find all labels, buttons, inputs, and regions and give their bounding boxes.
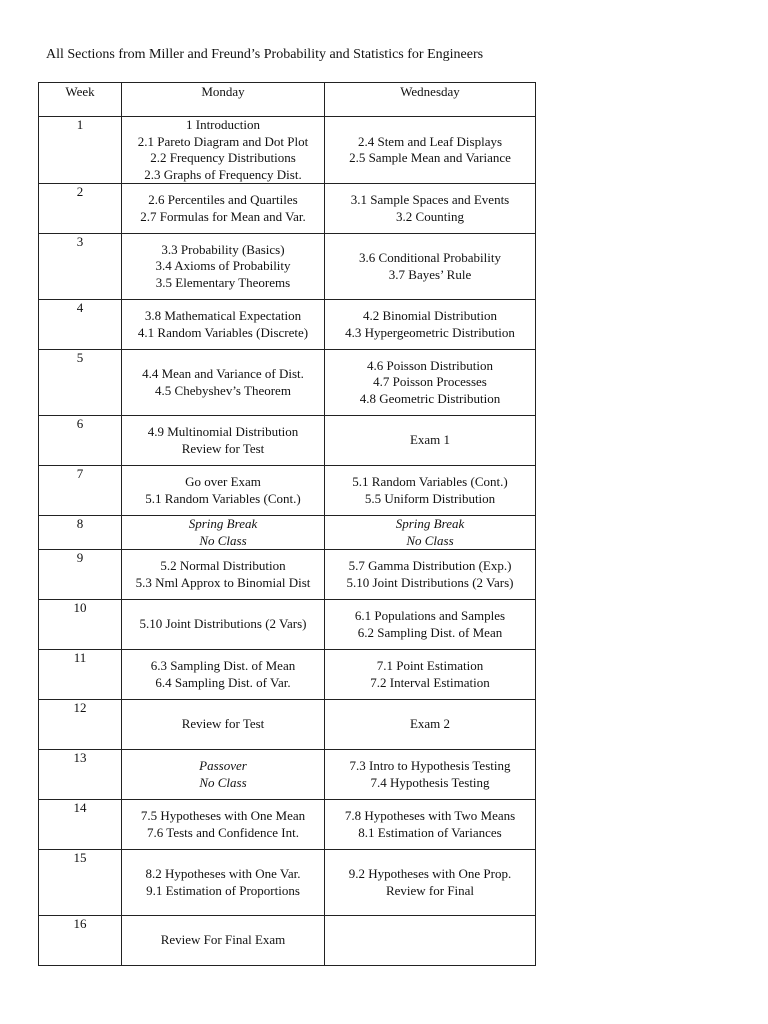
topic-line: 4.4 Mean and Variance of Dist. [142,366,304,381]
monday-cell [122,184,325,234]
table-row [39,516,536,550]
header-week: Week [39,83,122,117]
topic-line: Exam 2 [409,716,451,732]
monday-cell [122,600,325,650]
topic-line: 3.3 Probability (Basics) [161,241,285,257]
topic-line: 7.2 Interval Estimation [370,674,490,690]
table-row [39,117,536,184]
wednesday-cell [325,916,536,966]
topic-line: 3.4 Axioms of Probability [155,258,291,274]
week-cell: 14 [39,800,122,850]
topic-line: 7.8 Hypotheses with Two Means [344,808,516,823]
topic-line: 2.5 Sample Mean and Variance [349,150,511,165]
table-row [39,600,536,650]
topic-line: 8.1 Estimation of Variances [358,824,502,840]
monday-cell [122,916,325,966]
topic-line: 8.2 Hypotheses with One Var. [145,866,301,881]
week-cell: 9 [39,550,122,600]
wednesday-cell [325,300,536,350]
monday-cell [122,750,325,800]
topic-line: 6.3 Sampling Dist. of Mean [150,658,296,673]
table-row [39,650,536,700]
monday-cell [122,350,325,416]
topic-line: 7.1 Point Estimation [376,658,484,673]
wednesday-cell [325,117,536,184]
schedule-body [39,117,536,966]
wednesday-cell [325,184,536,234]
week-cell: 12 [39,700,122,750]
table-row [39,700,536,750]
week-cell: 4 [39,300,122,350]
week-cell: 5 [39,350,122,416]
topic-line: 4.6 Poisson Distribution [366,357,494,373]
header-wednesday: Wednesday [325,83,536,117]
topic-line: Exam 1 [409,432,451,448]
topic-line: 9.1 Estimation of Proportions [146,882,300,898]
table-row [39,800,536,850]
topic-line: 1 Introduction [185,117,260,132]
table-row [39,850,536,916]
monday-cell [122,416,325,466]
monday-cell [122,850,325,916]
topic-line: 2.1 Pareto Diagram and Dot Plot [137,133,309,149]
wednesday-cell [325,416,536,466]
header-monday: Monday [122,83,325,117]
topic-line: No Class [199,774,247,790]
topic-line: 3.7 Bayes’ Rule [388,266,472,282]
topic-line: 5.5 Uniform Distribution [364,490,496,506]
topic-line: 5.1 Random Variables (Cont.) [352,474,508,489]
topic-line: No Class [199,532,247,548]
topic-line: 4.7 Poisson Processes [373,374,487,390]
topic-line: Spring Break [188,516,258,531]
topic-line: 5.3 Nml Approx to Binomial Dist [135,574,311,590]
wednesday-cell [325,600,536,650]
wednesday-cell [325,466,536,516]
page-title: All Sections from Miller and Freund’s Probability and Statistics for Engineers [46,47,484,62]
table-row [39,916,536,966]
monday-cell [122,466,325,516]
week-cell: 3 [39,234,122,300]
topic-line: 5.1 Random Variables (Cont.) [145,490,301,506]
monday-cell [122,700,325,750]
header-row [39,83,536,117]
topic-line: 6.2 Sampling Dist. of Mean [357,624,503,640]
wednesday-cell [325,516,536,550]
topic-line: 4.9 Multinomial Distribution [147,424,299,439]
table-row [39,184,536,234]
topic-line: 7.6 Tests and Confidence Int. [147,824,299,840]
topic-line: 2.4 Stem and Leaf Displays [357,133,503,149]
wednesday-cell [325,700,536,750]
wednesday-cell [325,650,536,700]
topic-line: 3.6 Conditional Probability [359,250,501,265]
week-cell: 6 [39,416,122,466]
week-cell: 11 [39,650,122,700]
topic-line: Go over Exam [185,474,261,489]
topic-line: 5.2 Normal Distribution [160,558,286,573]
topic-line: 5.10 Joint Distributions (2 Vars) [139,616,307,632]
week-cell: 2 [39,184,122,234]
wednesday-cell [325,750,536,800]
topic-line: 2.2 Frequency Distributions [150,150,296,165]
week-cell: 10 [39,600,122,650]
topic-line: Spring Break [395,516,465,531]
topic-line: 2.3 Graphs of Frequency Dist. [144,166,302,182]
table-row [39,466,536,516]
week-cell: 16 [39,916,122,966]
topic-line: 5.10 Joint Distributions (2 Vars) [346,574,514,590]
topic-line: 5.7 Gamma Distribution (Exp.) [348,558,512,573]
topic-line: 4.3 Hypergeometric Distribution [345,324,515,340]
week-cell: 1 [39,117,122,184]
week-cell: 8 [39,516,122,550]
topic-line: 2.7 Formulas for Mean and Var. [140,208,306,224]
topic-line: Review for Test [181,440,265,456]
monday-cell [122,516,325,550]
week-cell: 15 [39,850,122,916]
topic-line: Review for Final [385,882,475,898]
table-row [39,234,536,300]
wednesday-cell [325,800,536,850]
table-row [39,416,536,466]
monday-cell [122,234,325,300]
schedule-table [38,82,536,966]
topic-line: No Class [406,532,454,548]
monday-cell [122,117,325,184]
week-cell: 13 [39,750,122,800]
monday-cell [122,800,325,850]
topic-line: 2.6 Percentiles and Quartiles [148,192,298,207]
monday-cell [122,550,325,600]
topic-line: 9.2 Hypotheses with One Prop. [348,866,512,881]
table-row [39,550,536,600]
topic-line: 4.8 Geometric Distribution [359,390,501,406]
topic-line: 6.1 Populations and Samples [354,608,506,623]
topic-line: Review For Final Exam [160,932,286,948]
topic-line: 6.4 Sampling Dist. of Var. [155,674,291,690]
topic-line: 7.5 Hypotheses with One Mean [140,808,306,823]
topic-line: Review for Test [181,716,265,732]
wednesday-cell [325,850,536,916]
table-row [39,300,536,350]
topic-line: 7.4 Hypothesis Testing [370,774,490,790]
topic-line: 7.3 Intro to Hypothesis Testing [349,758,511,773]
monday-cell [122,300,325,350]
table-row [39,750,536,800]
wednesday-cell [325,234,536,300]
week-cell: 7 [39,466,122,516]
topic-line: 3.2 Counting [396,208,464,224]
topic-line: 3.1 Sample Spaces and Events [350,192,510,207]
topic-line: 3.5 Elementary Theorems [155,274,291,290]
topic-line: Passover [199,758,247,773]
table-row [39,350,536,416]
topic-line: 4.2 Binomial Distribution [363,308,497,323]
wednesday-cell [325,350,536,416]
topic-line: 4.5 Chebyshev’s Theorem [155,382,291,398]
topic-line: 4.1 Random Variables (Discrete) [137,324,309,340]
topic-line: 3.8 Mathematical Expectation [144,308,302,323]
monday-cell [122,650,325,700]
wednesday-cell [325,550,536,600]
